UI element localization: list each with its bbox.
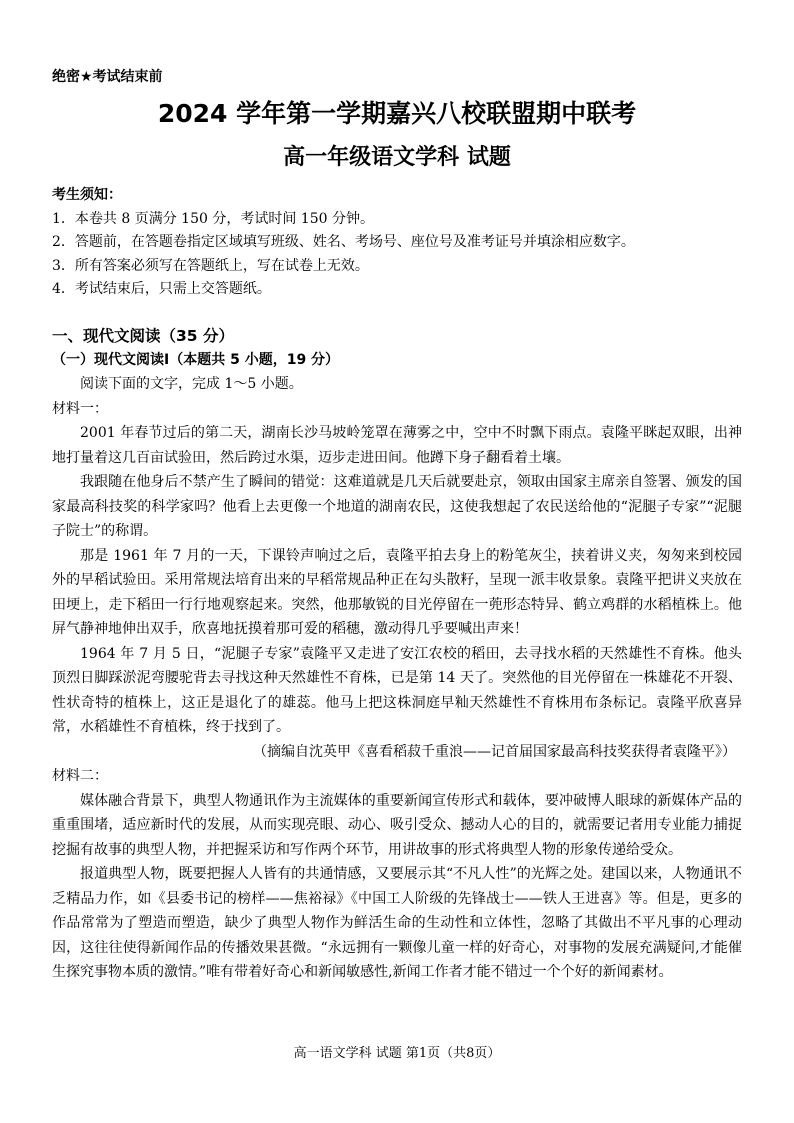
candidate-notice — [52, 184, 752, 302]
notice-item: 4．考试结束后，只需上交答题纸。 — [52, 281, 271, 298]
secret-mark: 绝密★考试结束前 — [52, 69, 163, 85]
material-label: 材料二： — [52, 768, 108, 784]
paragraph: 媒体融合背景下，典型人物通讯作为主流媒体的重要新闻宣传形式和载体，要冲破博人眼球的新媒体产品的重重围堵，适应新时代的发展，从而实现亮眼、动心、吸引受众、撼动人心的目的，就需要记者用专业能力捕捉挖掘有故事的典型人物，并把握采访和写作两个环节，用讲故事的形式将典型人物的形象传递给受众。 — [52, 792, 742, 858]
notice-item: 3．所有答案必须写在答题纸上，写在试卷上无效。 — [52, 257, 369, 274]
page-footer: 高一语文学科 试题 第1页（共8页） — [293, 1046, 501, 1061]
paragraph: 报道典型人物，既要把握人人皆有的共通情感，又要展示其“不凡人性”的光辉之处。建国以来，人物通讯不乏精品力作，如《县委书记的榜样——焦裕禄》《中国工人阶级的先锋战士——铁人王进喜》等。但是，更多的作品常常为了塑造而塑造，缺少了典型人物作为鲜活生命的生动性和立体性，忽略了其做出不平凡事的心理动因，这往往使得新闻作品的传播效果甚微。“永远拥有一颗像儿童一样的好奇心，对事物的发展充满疑问,才能催生探究事物本质的激情。”唯有带着好奇心和新闻敏感性,新闻工作者才能不错过一个个好的新闻素材。 — [52, 866, 742, 980]
notice-heading: 考生须知： — [52, 187, 122, 203]
exam-subtitle: 高一年级语文学科 试题 — [283, 145, 511, 170]
source-citation: （摘编自沈英甲《喜看稻菽千重浪——记首届国家最高科技奖获得者袁隆平》） — [253, 743, 736, 760]
reading-passage — [52, 372, 742, 985]
notice-item: 1．本卷共 8 页满分 150 分，考试时间 150 分钟。 — [52, 210, 374, 227]
section-title: 一、现代文阅读（35 分） — [52, 327, 234, 345]
paragraph: 1964 年 7 月 5 日，“泥腿子专家”袁隆平又走进了安江农校的稻田，去寻找水稻的天然雄性不育株。他头顶烈日脚踩淤泥弯腰驼背去寻找这种天然雄性不育株，已是第 14 天了。突然他的目光停留在一株雄花不开裂、性状奇特的植株上，这正是退化了的雄蕊。他马上把这株洞庭早籼天然雄性不育株用布条标记。袁隆平欣喜异常，水稻雄性不育植株，终于找到了。 — [52, 645, 742, 735]
material-label: 材料一： — [52, 400, 108, 417]
paragraph: 那是 1961 年 7 月的一天，下课铃声响过之后，袁隆平拍去身上的粉笔灰尘，挟着讲义夹，匆匆来到校园外的早稻试验田。采用常规法培育出来的早稻常规品种正在勾头散籽，呈现一派丰收景象。袁隆平把讲义夹放在田埂上，走下稻田一行行地观察起来。突然，他那敏锐的目光停留在一蔸形态特异、鹤立鸡群的水稻植株上。他屏气静神地伸出双手，欣喜地抚摸着那可爱的稻穗，激动得几乎要喊出声来！ — [52, 547, 742, 637]
section-subtitle: （一）现代文阅读Ⅰ（本题共 5 小题，19 分） — [52, 352, 340, 368]
exam-title: 2024 学年第一学期嘉兴八校联盟期中联考 — [157, 99, 637, 128]
paragraph: 我跟随在他身后不禁产生了瞬间的错觉：这难道就是几天后就要赴京，领取由国家主席亲自签署、颁发的国家最高科技奖的科学家吗？他看上去更像一个地道的湖南农民，这使我想起了农民送给他的“泥腿子专家”“泥腿子院士”的称谓。 — [52, 474, 742, 539]
instruction: 阅读下面的文字，完成 1～5 小题。 — [80, 376, 303, 392]
notice-item: 2．答题前，在答题卷指定区域填写班级、姓名、考场号、座位号及准考证号并填涂相应数字。 — [52, 234, 635, 251]
paragraph: 2001 年春节过后的第二天，湖南长沙马坡岭笼罩在薄雾之中，空中不时飘下雨点。袁隆平眯起双眼，出神地打量着这几百亩试验田，然后跨过水渠，迈步走进田间。他蹲下身子翻看着土壤。 — [52, 425, 742, 466]
